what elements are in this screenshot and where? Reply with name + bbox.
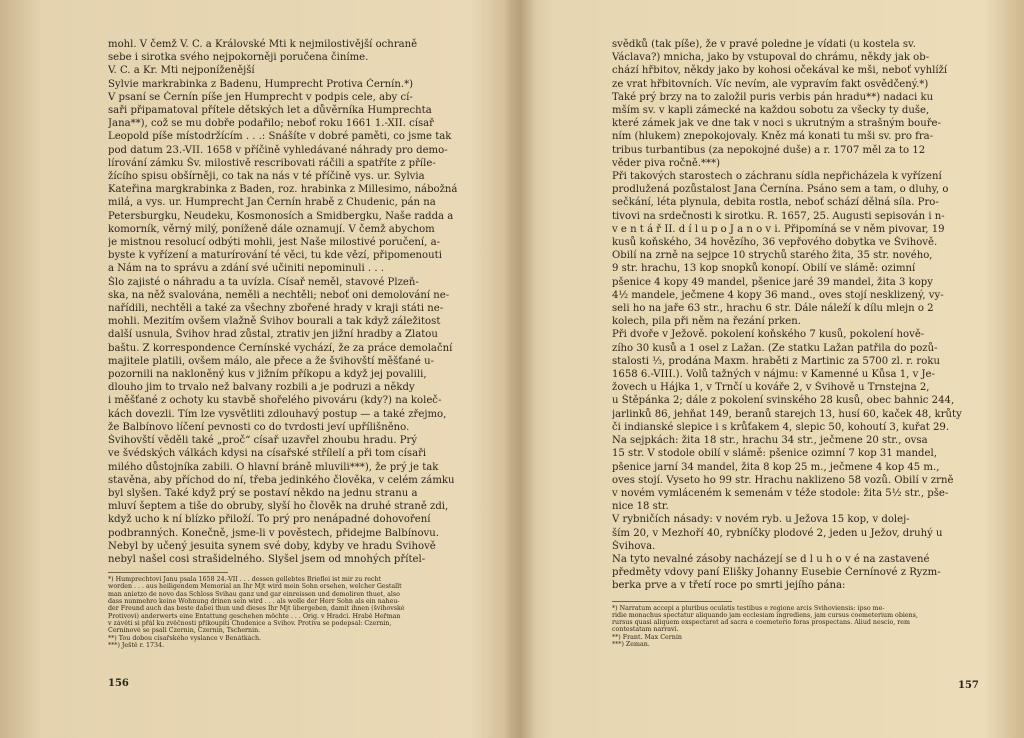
text-line: když ucho k ní blízko přiloží. To prý pro nenápadné dohovoření [108,514,431,526]
text-line: pšenice 4 kopy 49 mandel, pšenice jaré 39 mandel, žita 3 kopy [612,276,933,288]
footnote-line: man anietzo de novo das Schloss Svihau ganz und gar einreissen und demoliren thuet, also [108,590,400,598]
text-line: ším 20, v Mezhoří 40, rybníčky plodové 2, jeden u Ježov, druhý u [612,527,943,539]
text-line: Obilí na zrně na sejpce 10 strychů starého žita, 35 str. nového, [612,250,933,262]
text-line: Kateřina margkrabinka z Baden, roz. hrabinka z Millesimo, nábožná [108,184,458,196]
text-line: stavěna, aby příchod do ní, třeba jedinkého člověka, v celém zámku [108,474,455,486]
footnote-divider [612,601,732,602]
text-line: je mistnou resolucí odbýti mohli, jest Naše milostivé poručení, a- [108,237,441,249]
text-line: svědků (tak píše), že v pravé poledne je vídati (u kostela sv. [612,39,916,50]
text-line: nice 18 str. [612,501,669,513]
text-line: pod datum 23.-VII. 1658 v příčině vyhledávané náhrady pro demo- [108,144,448,156]
text-line: saři připamatoval přítele dětských let a důvěrníka Humprechta [108,105,432,117]
text-line: byste k vyřízení a maturírování té věci, tu kde vězí, připomenouti [108,250,442,262]
text-line: v e n t á ř II. d í l u p o J a n o v i. Připomíná se v něm pivovar, 19 [612,223,945,235]
text-line: Švihova. [612,540,656,552]
text-line: 15 str. V stodole obilí v slámě: pšenice ozimní 7 kop 31 mandel, [612,448,937,460]
text-line: baštu. Z korrespondence Černínské vychází, že za práce demolační [108,342,453,354]
text-line: seli ho na jaře 63 str., hrachu 6 str. Dále náleží k dílu mlejn o 2 [612,303,934,315]
text-line: ve švédských válkách kdysi na císařské střílelí a při tom císaři [108,448,427,460]
left-page-number: 156 [108,678,129,689]
text-line: pšenice jarní 34 mandel, žita 8 kop 25 m., ječmene 4 kop 45 m., [612,461,940,473]
text-line: ska, na něž svalována, neměli a nechtěli; neboť oni demolování ne- [108,289,450,301]
footnote-line: *) Humprechtovi Janu psala 1658 24.-VII . . . dessen gellebtes Brieflei ist mir zu recht [108,576,382,584]
text-line: 1658 6.-VIII.). Volů tažných v nájmu: v Kamenné u Kůsa 1, v Je- [612,369,935,381]
text-line: věder piva ročně.***) [612,157,721,169]
text-line: stalosti ⅓, prodána Maxm. hraběti z Martinic za 5700 zl. r. roku [612,355,940,367]
text-line: Švihovští věděli také „proč“ císař uzavřel zhoubu hradu. Prý [108,435,418,447]
text-line: Jana**), což se mu dobře podařilo; neboť roku 1661 1.-XII. císař [108,118,434,130]
text-line: mluví šeptem a tiše do obruby, slyší ho člověk na druhé straně zdi, [108,501,449,513]
text-line: ním (hlukem) znepokojovaly. Kněz má konati tu mši sv. pro fra- [612,131,934,143]
text-line: milého důstojníka zabili. O hlavní bráně mluvili***), že prý je tak [108,461,439,473]
footnote-line: **) Tou dobou císařského vyslance v Benátkách. [108,634,262,642]
text-line: u Štěpánka 2; dále z pokolení svinského 28 kusů, obec bahnic 244, [612,395,955,407]
text-line: V psaní se Černín píše jen Humprecht v podpis cele, aby cí- [108,91,413,103]
text-line: tivovi na srdečnosti k sirotku. R. 1657, 25. Augusti sepisován i n- [612,210,945,222]
text-line: lírování zámku Šv. milostivě rescribovati ráčili a spatříte z příle- [108,157,436,169]
text-line: že Balbínovo líčení pevnosti co do tvrdosti jeví upřílišněno. [108,421,410,433]
text-line: pozornili na nakloněný kus v jižním příkopu a když jej povalili, [108,369,427,381]
text-line: další usnula, Švihov hrad zůstal, ztrativ jen jižní hradby a Zlatou [108,329,438,341]
text-line: mohli. Mezitím ovšem vlažně Švihov bourali a tak když záležitost [108,316,441,328]
right-page-body [612,38,984,593]
footnote-line: v závěti si přál ku zvěčnosti příkoupiti Chudenice a Švihov. Protiva se podepsal: Czernin, [108,619,392,627]
text-line: berka prve a v třetí roce po smrti jejího pána: [612,580,846,592]
text-line: mším sv. v kapli zámecké na každou sobotu za všecky ty duše, [612,105,930,117]
text-line: prodlužená pozůstalost Jana Černína. Psáno sem a tam, o dluhy, o [612,184,949,196]
text-line: či indianské slepice i s krůťakem 4, slepic 50, kohoutí 3, kuřat 29. [612,421,950,433]
text-line: komorník, věrný milý, poníženě dále oznamují. V čemž abychom [108,223,435,235]
footnote-line: ***) Zeman. [612,641,650,649]
footnote-line: rursus quasi aliquem exspectaret ad sacra e coemeterio foras prospectans. Aliud nescio, rem [612,619,910,627]
footnote-line: der Freund auch das beste dabei thun und dieses Ihr Mjt übergeben, damit ihnen (švihovské [108,605,405,613]
text-line: Při dvoře v Ježově. pokolení koňského 7 kusů, pokolení hově- [612,329,925,341]
text-line: ze vrat hřbitovních. Víc nevím, ale vypravím fakt osvědčený.*) [612,78,929,90]
footnote-line: **) Frant. Max Černín [612,633,682,641]
text-line: které zámek jak ve dne tak v noci s ukrutným a strašným bouře- [612,118,941,130]
text-line: i měšťané z ochoty ku stavbě shořelého pivováru (kdy?) na koleč- [108,395,442,407]
left-page-footnotes [108,576,500,649]
left-page-body [108,38,500,566]
footnote-line: *) Narratum accepi a pluribus oculatis testibus e regione arcis Švihoviensis: ipso me- [612,604,885,612]
left-page [108,38,500,649]
right-page-footnotes [612,605,984,649]
text-line: podbranných. Konečně, jsme-li v pověstech, přidejme Balbínovu. [108,527,439,539]
text-line: předměty vdovy paní Elišky Johanny Eusebie Černínové z Ryzm- [612,567,941,579]
text-line: Václava?) mnicha, jako by vstupoval do chrámu, někdy jak ob- [612,52,930,64]
text-line: kolech, pila při něm na řezání prken. [612,316,801,328]
text-line: sebe i sirotka svého nejpokorněji poručena činíme. [108,52,369,64]
text-line: Při takových starostech o záchranu sídla nepřicházela k vyřízení [612,171,942,183]
footnote-line: ridie monachus spectatur aliquando jam ecclesiam ingrediens, jam cursus coemeterium obiens, [612,611,918,619]
text-line: oves stojí. Vyseto ho 99 str. Hrachu naklizeno 58 vozů. Obilí v zrně [612,474,954,486]
text-line: kách dovezli. Tím lze vysvětliti zdlouhavý postup — a také zřejmo, [108,408,447,420]
right-page [612,38,984,648]
text-line: 4½ mandele, ječmene 4 kopy 36 mand., oves stojí nesklizený, vy- [612,289,944,301]
text-line: Nebyl by učený jesuita synem své doby, kdyby ve hradu Švihově [108,540,436,552]
text-line: V. C. a Kr. Mti nejponíženější [108,65,255,77]
footnote-line: worden . . . aus heiligendem Memorial an Ihr Mjt wird mein Sohn ersehen, welcher Gestallt [108,583,402,591]
text-line: majitele platili, ovšem málo, ale přece a že švihovští měšťané u- [108,355,434,367]
text-line: jarlinků 86, jehňat 149, beranů starejch 13, husí 60, kaček 48, krůty [612,408,962,420]
text-line: chází hřbitov, někdy jako by kohosi očekával ke mši, neboť vyhlíží [612,65,948,77]
footnote-line: dass nunmehro keine Wohnung drinen sein wird . . . als wolle der Herr Sohn als ein naheu- [108,598,400,606]
right-page-number: 157 [958,680,979,691]
footnote-line: ***) Ještě r. 1734. [108,641,164,649]
text-line: kusů koňského, 34 hovězího, 36 vepřového dobytka ve Švihově. [612,237,938,249]
text-line: Sylvie markrabinka z Badenu, Humprecht Protiva Černín.*) [108,78,414,90]
text-line: a Nám na to správu a zdání své učiniti nepominuli . . . [108,263,384,275]
text-line: mohl. V čemž V. C. a Královské Mti k nejmilostivější ochraně [108,39,418,50]
text-line: Také prý brzy na to založil puris verbis pán hradu**) nadaci ku [612,91,934,103]
text-line: Na tyto nevalné zásoby nacházejí se d l u h o v é na zastavené [612,553,930,565]
text-line: milá, a vys. ur. Humprecht Jan Černín hrabě z Chudenic, pán na [108,197,436,209]
text-line: nebyl našel cosi strašidelného. Slyšel jsem od mnohých přítel- [108,553,426,565]
footnote-line: Černínové se psali Czernin, Czernin, Tschernin. [108,627,261,635]
text-line: Na sejpkách: žita 18 str., hrachu 34 str., ječmene 20 str., ovsa [612,435,928,447]
text-line: sečkání, léta plynula, debita rostla, neboť schází dělná síla. Pro- [612,197,939,209]
text-line: V rybničích násady: v novém ryb. u Ježova 15 kop, v dolej- [612,514,910,526]
book-gutter [505,0,535,738]
text-line: tribus turbantibus (za nepokojné duše) a r. 1707 měl za to 12 [612,144,926,156]
text-line: nařídili, nechtěli a také za všechny zbořené hrady v kraji státi ne- [108,303,444,315]
text-line: dlouho jim to trvalo než balvany rozbili a je podruzi a někdy [108,382,415,394]
text-line: Petersburgku, Neudeku, Kosmonosích a Smidbergku, Naše radda a [108,210,454,222]
footnote-line: contestatam narravi. [612,626,679,634]
footnote-line: Protivovi) anderwerts eine Entattung geschehen möchte . . . Orig. v Hradci. Hrabě Heřman [108,612,401,620]
text-line: žovech u Hájka 1, v Trnčí u kováře 2, v Švihově u Trnstejna 2, [612,382,930,394]
text-line: žícího spisu obšírněji, co tak na nás v té příčině vys. ur. Sylvia [108,171,425,183]
text-line: Leopold píše místodržícím . . .: Snášíte v dobré paměti, co jsme tak [108,131,452,143]
text-line: Šlo zajisté o náhradu a ta uvízla. Císař neměl, stavové Plzeň- [108,276,419,288]
text-line: 9 str. hrachu, 13 kop snopků konopí. Obilí ve slámě: ozimní [612,263,916,275]
text-line: zího 30 kusů a 1 osel z Lažan. (Ze statku Lažan patřila do pozů- [612,342,938,354]
text-line: byl slyšen. Také když prý se postaví někdo na jednu stranu a [108,487,418,499]
text-line: v novém vymláceném k semenám v téže stodole: žita 5½ str., pše- [612,487,949,499]
footnote-divider [108,572,228,573]
